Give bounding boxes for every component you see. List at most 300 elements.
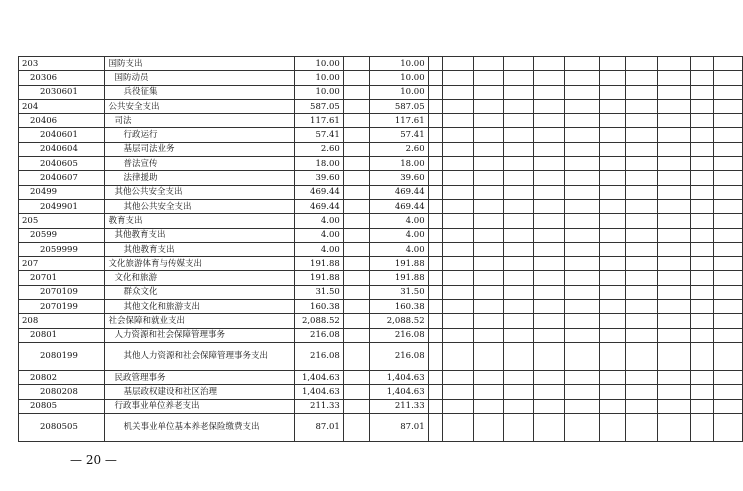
empty-cell (504, 300, 534, 314)
empty-cell (691, 242, 714, 256)
empty-cell (343, 242, 369, 256)
empty-cell (473, 370, 503, 384)
subject-code-cell: 2030601 (19, 85, 105, 99)
empty-cell (625, 199, 657, 213)
empty-cell (343, 342, 369, 370)
empty-cell (534, 99, 564, 113)
empty-cell (714, 128, 743, 142)
empty-cell (600, 413, 626, 441)
empty-cell (625, 342, 657, 370)
empty-cell (714, 99, 743, 113)
empty-cell (600, 171, 626, 185)
subject-name-cell: 群众文化 (105, 285, 295, 299)
empty-cell (473, 314, 503, 328)
general-budget-amount-cell: 4.00 (369, 214, 428, 228)
empty-cell (343, 228, 369, 242)
empty-cell (343, 328, 369, 342)
empty-cell (443, 257, 473, 271)
general-budget-amount-cell: 10.00 (369, 85, 428, 99)
empty-cell (534, 285, 564, 299)
empty-cell (625, 228, 657, 242)
total-amount-cell: 87.01 (295, 413, 344, 441)
empty-cell (691, 399, 714, 413)
empty-cell (443, 399, 473, 413)
empty-cell (343, 314, 369, 328)
empty-cell (714, 157, 743, 171)
total-amount-cell: 4.00 (295, 214, 344, 228)
empty-cell (428, 271, 443, 285)
empty-cell (443, 157, 473, 171)
empty-cell (428, 228, 443, 242)
empty-cell (534, 342, 564, 370)
total-amount-cell: 4.00 (295, 242, 344, 256)
empty-cell (473, 171, 503, 185)
subject-code-cell: 2080505 (19, 413, 105, 441)
empty-cell (504, 85, 534, 99)
empty-cell (473, 342, 503, 370)
empty-cell (691, 385, 714, 399)
empty-cell (428, 128, 443, 142)
empty-cell (534, 399, 564, 413)
subject-code-cell: 20801 (19, 328, 105, 342)
empty-cell (658, 157, 691, 171)
empty-cell (443, 99, 473, 113)
empty-cell (473, 257, 503, 271)
empty-cell (504, 214, 534, 228)
empty-cell (714, 342, 743, 370)
empty-cell (473, 71, 503, 85)
empty-cell (714, 85, 743, 99)
empty-cell (428, 328, 443, 342)
empty-cell (625, 114, 657, 128)
empty-cell (534, 300, 564, 314)
subject-name-cell: 民政管理事务 (105, 370, 295, 384)
empty-cell (600, 128, 626, 142)
empty-cell (343, 257, 369, 271)
empty-cell (534, 314, 564, 328)
general-budget-amount-cell: 87.01 (369, 413, 428, 441)
empty-cell (658, 300, 691, 314)
empty-cell (504, 157, 534, 171)
subject-code-cell: 208 (19, 314, 105, 328)
table-row (19, 185, 743, 199)
empty-cell (564, 199, 599, 213)
empty-cell (443, 342, 473, 370)
empty-cell (504, 399, 534, 413)
empty-cell (443, 228, 473, 242)
empty-cell (625, 399, 657, 413)
empty-cell (564, 214, 599, 228)
empty-cell (564, 271, 599, 285)
empty-cell (343, 214, 369, 228)
empty-cell (443, 185, 473, 199)
empty-cell (428, 85, 443, 99)
empty-cell (504, 171, 534, 185)
empty-cell (534, 57, 564, 71)
empty-cell (443, 413, 473, 441)
empty-cell (504, 199, 534, 213)
empty-cell (600, 370, 626, 384)
empty-cell (504, 57, 534, 71)
subject-code-cell: 20805 (19, 399, 105, 413)
empty-cell (714, 413, 743, 441)
empty-cell (534, 385, 564, 399)
empty-cell (343, 285, 369, 299)
empty-cell (691, 114, 714, 128)
subject-name-cell: 其他公共安全支出 (105, 185, 295, 199)
empty-cell (600, 342, 626, 370)
empty-cell (714, 385, 743, 399)
empty-cell (473, 99, 503, 113)
table-row (19, 214, 743, 228)
general-budget-amount-cell: 2.60 (369, 142, 428, 156)
empty-cell (600, 71, 626, 85)
empty-cell (714, 57, 743, 71)
empty-cell (691, 199, 714, 213)
empty-cell (658, 85, 691, 99)
empty-cell (504, 385, 534, 399)
empty-cell (714, 370, 743, 384)
subject-name-cell: 公共安全支出 (105, 99, 295, 113)
empty-cell (625, 185, 657, 199)
empty-cell (473, 228, 503, 242)
general-budget-amount-cell: 2,088.52 (369, 314, 428, 328)
empty-cell (504, 413, 534, 441)
empty-cell (534, 370, 564, 384)
empty-cell (691, 300, 714, 314)
total-amount-cell: 1,404.63 (295, 370, 344, 384)
empty-cell (428, 185, 443, 199)
empty-cell (428, 342, 443, 370)
table-row (19, 142, 743, 156)
empty-cell (658, 285, 691, 299)
general-budget-amount-cell: 587.05 (369, 99, 428, 113)
general-budget-amount-cell: 10.00 (369, 71, 428, 85)
subject-name-cell: 司法 (105, 114, 295, 128)
empty-cell (443, 385, 473, 399)
subject-code-cell: 2049901 (19, 199, 105, 213)
empty-cell (534, 157, 564, 171)
subject-name-cell: 社会保障和就业支出 (105, 314, 295, 328)
empty-cell (600, 399, 626, 413)
empty-cell (625, 370, 657, 384)
empty-cell (625, 99, 657, 113)
general-budget-amount-cell: 4.00 (369, 242, 428, 256)
empty-cell (343, 271, 369, 285)
empty-cell (714, 285, 743, 299)
empty-cell (443, 57, 473, 71)
empty-cell (343, 413, 369, 441)
empty-cell (504, 271, 534, 285)
empty-cell (343, 385, 369, 399)
empty-cell (534, 142, 564, 156)
empty-cell (714, 242, 743, 256)
empty-cell (658, 271, 691, 285)
subject-code-cell: 2040601 (19, 128, 105, 142)
table-row (19, 114, 743, 128)
empty-cell (564, 171, 599, 185)
empty-cell (714, 314, 743, 328)
subject-name-cell: 机关事业单位基本养老保险缴费支出 (105, 413, 295, 441)
empty-cell (658, 214, 691, 228)
empty-cell (473, 199, 503, 213)
empty-cell (658, 142, 691, 156)
page-number: — 20 — (70, 453, 117, 467)
total-amount-cell: 2,088.52 (295, 314, 344, 328)
empty-cell (343, 300, 369, 314)
empty-cell (564, 85, 599, 99)
table-row (19, 71, 743, 85)
budget-table (18, 56, 743, 442)
empty-cell (473, 271, 503, 285)
empty-cell (691, 142, 714, 156)
empty-cell (691, 285, 714, 299)
empty-cell (504, 128, 534, 142)
empty-cell (473, 300, 503, 314)
subject-name-cell: 人力资源和社会保障管理事务 (105, 328, 295, 342)
empty-cell (564, 228, 599, 242)
empty-cell (564, 385, 599, 399)
table-row (19, 99, 743, 113)
empty-cell (343, 142, 369, 156)
subject-code-cell: 2080208 (19, 385, 105, 399)
empty-cell (534, 214, 564, 228)
empty-cell (691, 314, 714, 328)
empty-cell (600, 114, 626, 128)
empty-cell (428, 114, 443, 128)
general-budget-amount-cell: 1,404.63 (369, 370, 428, 384)
empty-cell (443, 300, 473, 314)
subject-name-cell: 国防动员 (105, 71, 295, 85)
empty-cell (658, 57, 691, 71)
empty-cell (625, 85, 657, 99)
empty-cell (504, 99, 534, 113)
empty-cell (625, 128, 657, 142)
empty-cell (625, 71, 657, 85)
empty-cell (343, 157, 369, 171)
subject-name-cell: 文化旅游体育与传媒支出 (105, 257, 295, 271)
empty-cell (625, 142, 657, 156)
general-budget-amount-cell: 191.88 (369, 271, 428, 285)
empty-cell (443, 71, 473, 85)
empty-cell (443, 171, 473, 185)
empty-cell (428, 399, 443, 413)
empty-cell (473, 85, 503, 99)
empty-cell (473, 128, 503, 142)
subject-code-cell: 20802 (19, 370, 105, 384)
empty-cell (564, 57, 599, 71)
empty-cell (600, 300, 626, 314)
empty-cell (600, 185, 626, 199)
empty-cell (658, 370, 691, 384)
general-budget-amount-cell: 10.00 (369, 57, 428, 71)
empty-cell (714, 257, 743, 271)
empty-cell (600, 228, 626, 242)
empty-cell (625, 271, 657, 285)
empty-cell (691, 71, 714, 85)
total-amount-cell: 191.88 (295, 271, 344, 285)
subject-name-cell: 行政运行 (105, 128, 295, 142)
general-budget-amount-cell: 160.38 (369, 300, 428, 314)
total-amount-cell: 191.88 (295, 257, 344, 271)
empty-cell (564, 370, 599, 384)
empty-cell (658, 199, 691, 213)
general-budget-amount-cell: 469.44 (369, 199, 428, 213)
table-row (19, 314, 743, 328)
empty-cell (443, 285, 473, 299)
empty-cell (564, 157, 599, 171)
empty-cell (564, 257, 599, 271)
empty-cell (658, 171, 691, 185)
empty-cell (343, 199, 369, 213)
empty-cell (534, 85, 564, 99)
empty-cell (564, 300, 599, 314)
empty-cell (473, 328, 503, 342)
empty-cell (443, 114, 473, 128)
empty-cell (443, 85, 473, 99)
empty-cell (428, 57, 443, 71)
subject-name-cell: 法律援助 (105, 171, 295, 185)
empty-cell (428, 157, 443, 171)
subject-name-cell: 其他公共安全支出 (105, 199, 295, 213)
empty-cell (564, 99, 599, 113)
table-row (19, 342, 743, 370)
empty-cell (600, 328, 626, 342)
general-budget-amount-cell: 216.08 (369, 342, 428, 370)
general-budget-amount-cell: 57.41 (369, 128, 428, 142)
empty-cell (714, 214, 743, 228)
empty-cell (473, 142, 503, 156)
total-amount-cell: 587.05 (295, 99, 344, 113)
empty-cell (714, 199, 743, 213)
empty-cell (658, 228, 691, 242)
empty-cell (691, 99, 714, 113)
empty-cell (564, 285, 599, 299)
empty-cell (428, 142, 443, 156)
subject-code-cell: 2040605 (19, 157, 105, 171)
subject-name-cell: 其他教育支出 (105, 242, 295, 256)
empty-cell (714, 171, 743, 185)
empty-cell (625, 413, 657, 441)
subject-name-cell: 其他人力资源和社会保障管理事务支出 (105, 342, 295, 370)
empty-cell (343, 85, 369, 99)
total-amount-cell: 31.50 (295, 285, 344, 299)
subject-code-cell: 20499 (19, 185, 105, 199)
empty-cell (600, 214, 626, 228)
total-amount-cell: 10.00 (295, 57, 344, 71)
empty-cell (504, 228, 534, 242)
empty-cell (625, 328, 657, 342)
empty-cell (691, 128, 714, 142)
table-row (19, 199, 743, 213)
empty-cell (534, 271, 564, 285)
total-amount-cell: 117.61 (295, 114, 344, 128)
table-row (19, 271, 743, 285)
empty-cell (343, 399, 369, 413)
empty-cell (564, 399, 599, 413)
table-row (19, 128, 743, 142)
empty-cell (343, 71, 369, 85)
empty-cell (714, 114, 743, 128)
empty-cell (534, 228, 564, 242)
general-budget-amount-cell: 216.08 (369, 328, 428, 342)
empty-cell (691, 185, 714, 199)
general-budget-amount-cell: 18.00 (369, 157, 428, 171)
empty-cell (600, 242, 626, 256)
empty-cell (428, 214, 443, 228)
empty-cell (443, 199, 473, 213)
empty-cell (534, 185, 564, 199)
empty-cell (504, 370, 534, 384)
subject-code-cell: 203 (19, 57, 105, 71)
total-amount-cell: 2.60 (295, 142, 344, 156)
empty-cell (658, 99, 691, 113)
empty-cell (691, 413, 714, 441)
empty-cell (473, 185, 503, 199)
empty-cell (600, 142, 626, 156)
total-amount-cell: 10.00 (295, 85, 344, 99)
total-amount-cell: 57.41 (295, 128, 344, 142)
empty-cell (564, 114, 599, 128)
table-row (19, 257, 743, 271)
empty-cell (691, 271, 714, 285)
empty-cell (564, 413, 599, 441)
empty-cell (428, 99, 443, 113)
empty-cell (428, 314, 443, 328)
empty-cell (504, 142, 534, 156)
empty-cell (658, 128, 691, 142)
empty-cell (714, 71, 743, 85)
empty-cell (714, 185, 743, 199)
empty-cell (600, 314, 626, 328)
empty-cell (658, 328, 691, 342)
general-budget-amount-cell: 191.88 (369, 257, 428, 271)
empty-cell (714, 142, 743, 156)
subject-name-cell: 文化和旅游 (105, 271, 295, 285)
empty-cell (600, 271, 626, 285)
empty-cell (343, 114, 369, 128)
general-budget-amount-cell: 117.61 (369, 114, 428, 128)
empty-cell (564, 242, 599, 256)
empty-cell (658, 342, 691, 370)
empty-cell (504, 328, 534, 342)
empty-cell (625, 300, 657, 314)
subject-code-cell: 2070199 (19, 300, 105, 314)
empty-cell (691, 370, 714, 384)
subject-code-cell: 204 (19, 99, 105, 113)
empty-cell (534, 328, 564, 342)
empty-cell (691, 214, 714, 228)
empty-cell (343, 370, 369, 384)
table-row (19, 285, 743, 299)
total-amount-cell: 216.08 (295, 342, 344, 370)
table-row (19, 157, 743, 171)
total-amount-cell: 39.60 (295, 171, 344, 185)
empty-cell (534, 128, 564, 142)
empty-cell (625, 257, 657, 271)
empty-cell (691, 342, 714, 370)
empty-cell (564, 142, 599, 156)
empty-cell (443, 214, 473, 228)
total-amount-cell: 160.38 (295, 300, 344, 314)
table-row (19, 300, 743, 314)
subject-name-cell: 基层政权建设和社区治理 (105, 385, 295, 399)
subject-code-cell: 2059999 (19, 242, 105, 256)
subject-code-cell: 207 (19, 257, 105, 271)
empty-cell (504, 285, 534, 299)
empty-cell (714, 228, 743, 242)
subject-code-cell: 2040604 (19, 142, 105, 156)
